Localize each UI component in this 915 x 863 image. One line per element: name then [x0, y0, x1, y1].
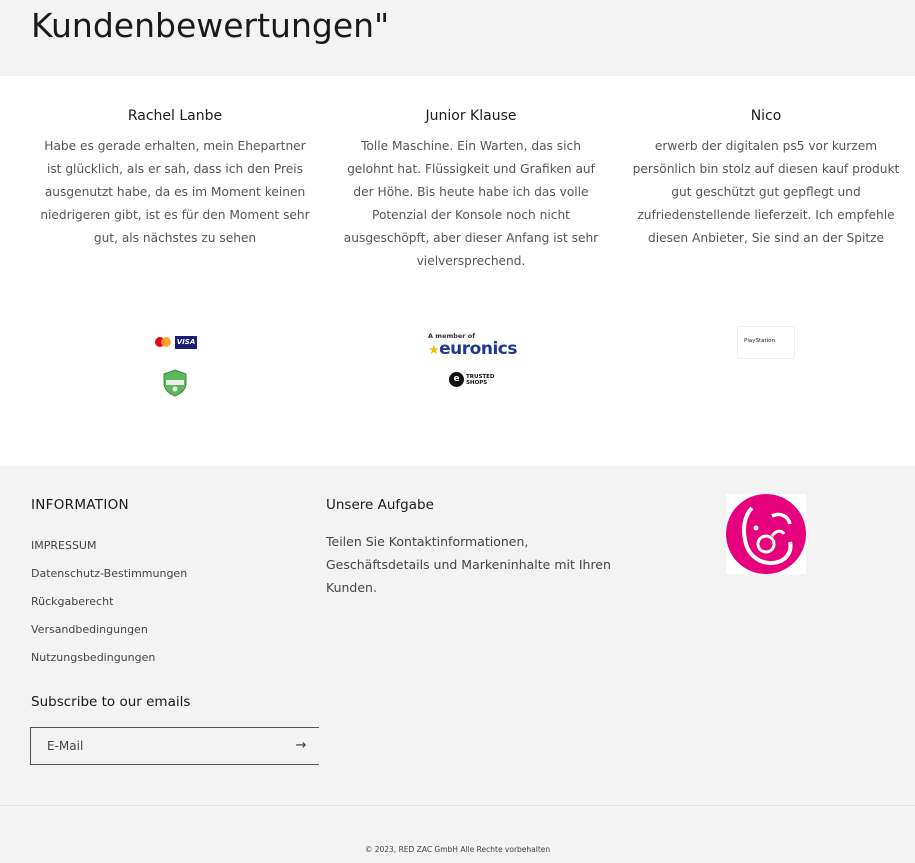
review-text: erwerb der digitalen ps5 vor kurzem persönlich bin stolz auf diesen kauf produkt gut geschützt gut gepflegt und zufriedenstellende lieferzeit. Ich empfehle diesen Anbieter, Sie sind an der Spitze	[632, 139, 900, 245]
copyright-text: © 2023, RED ZAC GmbH Alle Rechte vorbehalten	[364, 845, 551, 854]
review-author: Nico	[750, 108, 782, 124]
trusted-shops-line2: SHOPS	[466, 380, 488, 386]
footer	[0, 466, 915, 863]
info-heading: INFORMATION	[31, 497, 129, 513]
brand-logo[interactable]	[726, 494, 806, 574]
review-author: Rachel Lanbe	[127, 108, 223, 124]
star-icon: ★	[428, 343, 440, 358]
newsletter-form	[30, 727, 319, 765]
link-nutzungsbedingungen[interactable]: Nutzungsbedingungen	[31, 651, 156, 664]
secure-shield-icon	[162, 369, 188, 397]
task-heading: Unsere Aufgabe	[326, 497, 434, 513]
footer-links	[31, 532, 187, 672]
review-card	[336, 106, 606, 273]
page-title: Kundenbewertungen"	[31, 6, 390, 45]
euronics-wordmark: euronics	[439, 339, 517, 359]
trusted-shops-line1: TRUSTED	[466, 374, 495, 380]
review-text: Tolle Maschine. Ein Warten, das sich gelohnt hat. Flüssigkeit und Grafiken auf der Höhe. Bis heute habe ich das volle Potenzial der Konsole noch nicht ausgeschöpft, aber dieser Anfang ist sehr vielversprechend.	[343, 139, 599, 268]
review-card	[631, 106, 901, 250]
review-card	[40, 106, 310, 250]
trusted-shops-icon: e	[449, 372, 464, 387]
euronics-member-text: A member of	[428, 332, 476, 340]
review-author: Junior Klause	[425, 108, 517, 124]
footer-divider	[0, 805, 915, 806]
email-input[interactable]	[31, 728, 281, 764]
review-text: Habe es gerade erhalten, mein Ehepartner ist glücklich, als er sah, dass ich den Preis ausgenutzt habe, da es im Moment keinen niedrigeren gibt, ist es für den Moment sehr gut, als nächstes zu sehen	[40, 139, 310, 245]
task-text: Teilen Sie Kontaktinformationen, Geschäftsdetails und Markeninhalte mit Ihren Kunden.	[326, 534, 611, 595]
hero-section	[0, 0, 915, 76]
link-versandbedingungen[interactable]: Versandbedingungen	[31, 623, 148, 636]
playstation-wordmark: PlayStation	[744, 338, 776, 344]
arrow-right-icon[interactable]: →	[295, 738, 307, 753]
link-rueckgaberecht[interactable]: Rückgaberecht	[31, 595, 114, 608]
visa-logo: VISA	[175, 336, 197, 349]
euronics-logo	[428, 339, 517, 359]
link-impressum[interactable]: IMPRESSUM	[31, 539, 97, 552]
playstation-logo	[737, 326, 795, 359]
payment-cards-logo	[155, 336, 197, 350]
subscribe-heading: Subscribe to our emails	[31, 694, 191, 710]
link-datenschutz[interactable]: Datenschutz-Bestimmungen	[31, 567, 188, 580]
reviews-section	[0, 76, 915, 466]
